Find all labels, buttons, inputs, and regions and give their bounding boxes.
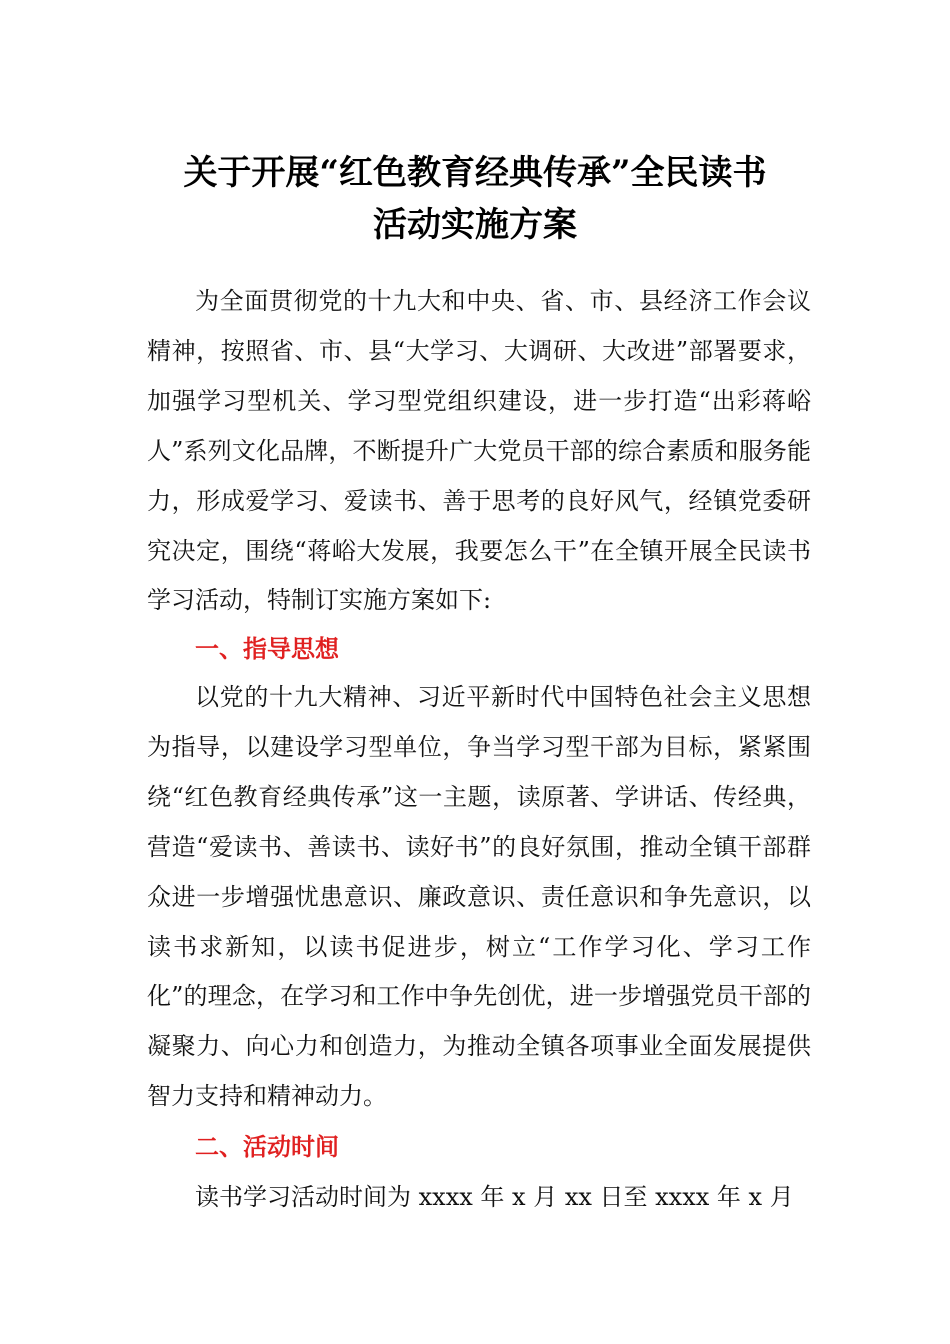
document-title-line-2: 活动实施方案 — [373, 205, 577, 245]
section-body-guiding-ideology: 以党的十九大精神、习近平新时代中国特色社会主义思想为指导，以建设学习型单位，争当学习型干部为目标，紧紧围绕“红色教育经典传承”这一主题，读原著、学讲话、传经典，营造“爱读书、善读书、读好书”的良好氛围，推动全镇干部群众进一步增强忧患意识、廉政意识、责任意识和争先意识，以读书求新知，以读书促进步，树立“工作学习化、学习工作化”的理念，在学习和工作中争先创优，进一步增强党员干部的凝聚力、向心力和创造力，为推动全镇各项事业全面发展提供智力支持和精神动力。 — [147, 683, 811, 1111]
document-title-line-1: 关于开展“红色教育经典传承”全民读书 — [183, 153, 767, 193]
intro-paragraph: 为全面贯彻党的十九大和中央、省、市、县经济工作会议精神，按照省、市、县“大学习、大调研、大改进”部署要求，加强学习型机关、学习型党组织建设，进一步打造“出彩蒋峪人”系列文化品牌，不断提升广大党员干部的综合素质和服务能力，形成爱学习、爱读书、善于思考的良好风气，经镇党委研究决定，围绕“蒋峪大发展，我要怎么干”在全镇开展全民读书学习活动，特制订实施方案如下: — [147, 287, 811, 615]
section-body-activity-time: 读书学习活动时间为 xxxx 年 x 月 xx 日至 xxxx 年 x 月 — [195, 1183, 794, 1211]
section-heading-guiding-ideology: 一、指导思想 — [195, 635, 339, 663]
section-heading-activity-time: 二、活动时间 — [195, 1133, 339, 1161]
